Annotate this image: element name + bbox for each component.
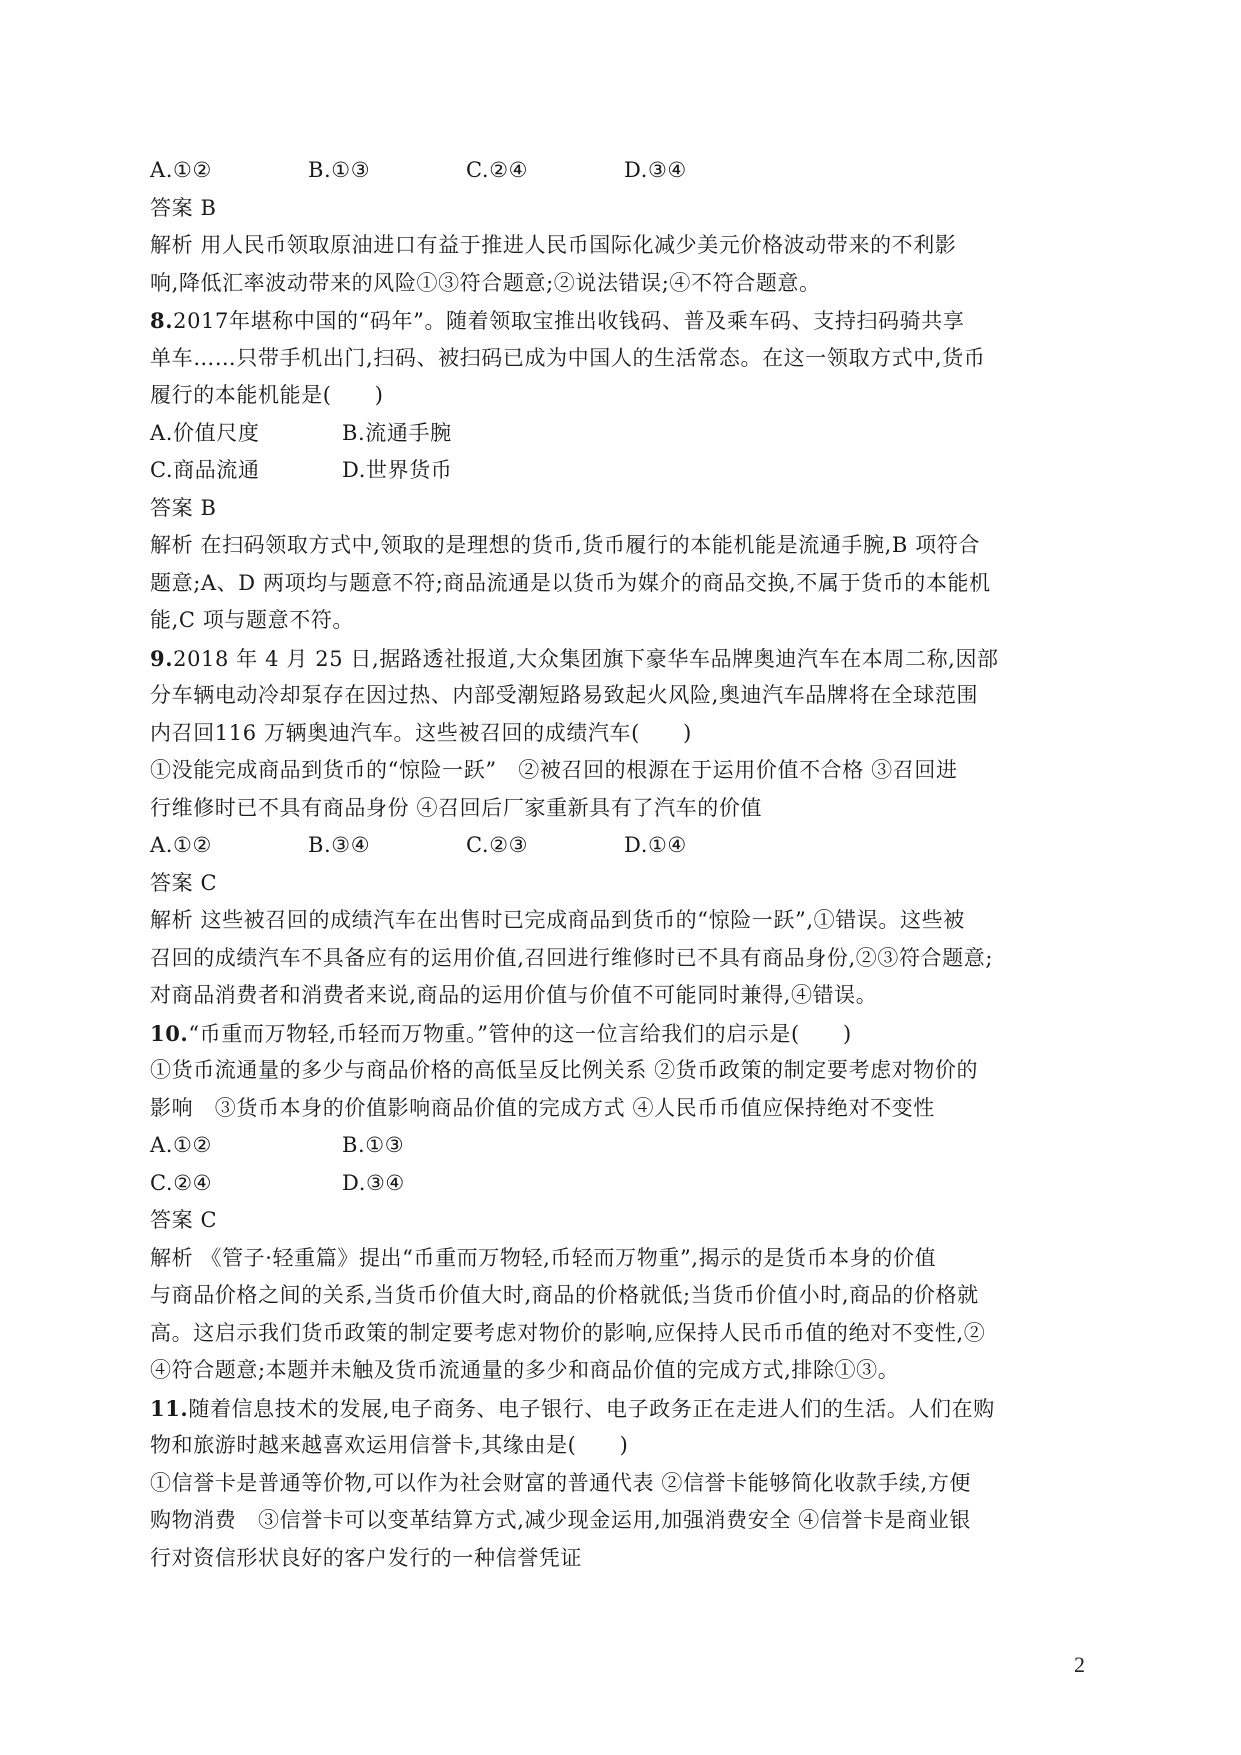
q10-option-c: C.②④ xyxy=(150,1170,213,1195)
q10-option-d: D.③④ xyxy=(342,1170,405,1195)
page-number: 2 xyxy=(1074,1652,1085,1677)
q9-option-c: C.②③ xyxy=(466,833,529,857)
q11-statement-line: 购物消费 ③信誉卡可以变革结算方式,减少现金运用,加强消费安全 ④信誉卡是商业银 xyxy=(150,1508,972,1532)
q7-option-b: B.①③ xyxy=(308,158,371,182)
q9-stem-line: 内召回116 万辆奥迪汽车。这些被召回的成绩汽车( ) xyxy=(150,720,692,745)
q9-number: 9. xyxy=(150,645,174,671)
q8-options-row xyxy=(150,452,1110,490)
q9-option-a: A.①② xyxy=(150,833,212,857)
q8-number: 8. xyxy=(150,308,174,333)
q8-stem-line: 履行的本能机能是( ) xyxy=(150,383,384,407)
q11-number: 11. xyxy=(150,1395,189,1421)
q8-answer: 答案 B xyxy=(150,495,217,520)
q10-analysis-line: ④符合题意;本题并未触及货币流通量的多少和商品价值的完成方式,排除①③。 xyxy=(150,1358,900,1382)
q9-stem-line: 分车辆电动冷却泵存在因过热、内部受潮短路易致起火风险,奥迪汽车品牌将在全球范围 xyxy=(150,683,979,707)
q9-statement-line: ①没能完成商品到货币的“惊险一跃” ②被召回的根源在于运用价值不合格 ③召回进 xyxy=(150,758,958,782)
document-body xyxy=(150,152,1110,1577)
q11-stem-line: 物和旅游时越来越喜欢运用信誉卡,其缘由是( ) xyxy=(150,1433,629,1457)
q8-stem-line: 单车……只带手机出门,扫码、被扫码已成为中国人的生活常态。在这一领取方式中,货币 xyxy=(150,345,986,370)
q8-option-a: A.价值尺度 xyxy=(150,420,260,445)
q10-answer: 答案 C xyxy=(150,1208,218,1232)
q7-options xyxy=(150,152,1110,190)
q8-options-row xyxy=(150,415,1110,453)
q7-analysis-line: 响,降低汇率波动带来的风险①③符合题意;②说法错误;④不符合题意。 xyxy=(150,270,821,295)
q9-analysis-line: 召回的成绩汽车不具备应有的运用价值,召回进行维修时已不具有商品身份,②③符合题意; xyxy=(150,945,994,970)
q9-option-b: B.③④ xyxy=(308,833,371,857)
q10-analysis-line: 与商品价格之间的关系,当货币价值大时,商品的价格就低;当货币价值小时,商品的价格就 xyxy=(150,1283,979,1307)
q9-analysis-line: 对商品消费者和消费者来说,商品的运用价值与价值不可能同时兼得,④错误。 xyxy=(150,983,878,1007)
q8-analysis-line: 能,C 项与题意不符。 xyxy=(150,608,355,632)
q8-option-b: B.流通手腕 xyxy=(342,420,452,445)
q7-option-d: D.③④ xyxy=(624,158,687,182)
q9-statement-line: 行维修时已不具有商品身份 ④召回后厂家重新具有了汽车的价值 xyxy=(150,795,763,820)
q8-stem-line: 8.2017年堪称中国的“码年”。随着领取宝推出收钱码、普及乘车码、支持扫码骑共享 xyxy=(150,308,965,333)
q10-number: 10. xyxy=(150,1020,189,1046)
q8-option-c: C.商品流通 xyxy=(150,458,260,482)
q9-answer: 答案 C xyxy=(150,870,218,895)
q10-option-a: A.①② xyxy=(150,1133,212,1157)
q10-analysis-line: 高。这启示我们货币政策的制定要考虑对物价的影响,应保持人民币币值的绝对不变性,② xyxy=(150,1320,986,1345)
q10-options-row xyxy=(150,1127,1110,1165)
q10-option-b: B.①③ xyxy=(342,1133,405,1157)
q11-statement-line: ①信誉卡是普通等价物,可以作为社会财富的普通代表 ②信誉卡能够简化收款手续,方便 xyxy=(150,1470,972,1495)
q7-answer: 答案 B xyxy=(150,195,217,220)
q10-analysis-line: 解析 《管子·轻重篇》提出“币重而万物轻,币轻而万物重”,揭示的是货币本身的价值 xyxy=(150,1245,937,1270)
q7-option-c: C.②④ xyxy=(466,158,529,182)
q11-statement-line: 行对资信形状良好的客户发行的一种信誉凭证 xyxy=(150,1545,582,1570)
q10-statement-line: ①货币流通量的多少与商品价格的高低呈反比例关系 ②货币政策的制定要考虑对物价的 xyxy=(150,1058,979,1082)
q9-options xyxy=(150,827,1110,865)
q7-analysis-line: 解析 用人民币领取原油进口有益于推进人民币国际化减少美元价格波动带来的不利影 xyxy=(150,233,957,257)
q8-analysis-line: 题意;A、D 两项均与题意不符;商品流通是以货币为媒介的商品交换,不属于货币的本能机 xyxy=(150,570,991,595)
q8-analysis-line: 解析 在扫码领取方式中,领取的是理想的货币,货币履行的本能机能是流通手腕,B 项符合 xyxy=(150,533,981,557)
q11-stem-line: 11.随着信息技术的发展,电子商务、电子银行、电子政务正在走进人们的生活。人们在购 xyxy=(150,1395,995,1421)
q9-stem-line: 9.2018 年 4 月 25 日,据路透社报道,大众集团旗下豪华车品牌奥迪汽车在本周二称,因部 xyxy=(150,645,999,671)
q10-stem-line: 10.“币重而万物轻,币轻而万物重。”管仲的这一位言给我们的启示是( ) xyxy=(150,1020,852,1046)
q9-analysis-line: 解析 这些被召回的成绩汽车在出售时已完成商品到货币的“惊险一跃”,①错误。这些被 xyxy=(150,908,965,932)
q7-option-a: A.①② xyxy=(150,158,212,182)
q9-option-d: D.①④ xyxy=(624,833,687,857)
q8-option-d: D.世界货币 xyxy=(342,458,453,482)
q10-statement-line: 影响 ③货币本身的价值影响商品价值的完成方式 ④人民币币值应保持绝对不变性 xyxy=(150,1095,935,1120)
q10-options-row xyxy=(150,1165,1110,1203)
